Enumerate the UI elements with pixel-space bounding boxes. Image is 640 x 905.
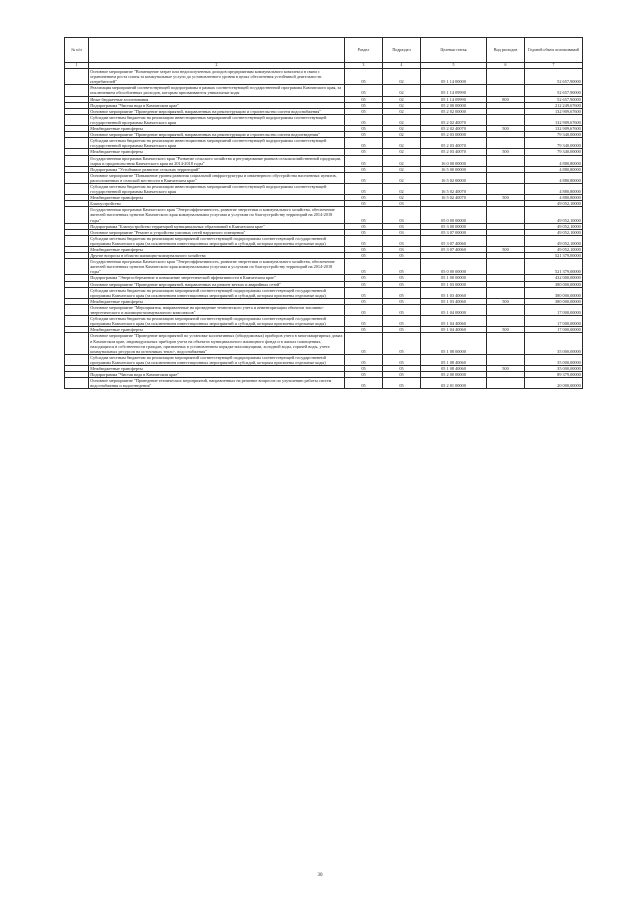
amount-cell: 35 000,00000 [525, 365, 583, 371]
header-expense-type: Вид расходов [487, 38, 525, 63]
podrazdel-cell: 05 [383, 354, 421, 365]
row-name-cell: Основное мероприятие "Проведение мероприятий, направленных на ремонт ветхих и аварийных сетей" [89, 281, 345, 287]
amount-cell: 49 052,10000 [525, 223, 583, 229]
podrazdel-cell: 05 [383, 304, 421, 315]
razdel-cell: 05 [345, 333, 383, 354]
expense-type-cell [487, 183, 525, 194]
header-razdel: Раздел [345, 38, 383, 63]
amount-cell: 132 909,67600 [525, 114, 583, 125]
podrazdel-cell: 03 [383, 235, 421, 246]
razdel-cell: 05 [345, 298, 383, 304]
expense-type-cell [487, 207, 525, 223]
row-name-cell: Иные бюджетные ассигнования [89, 96, 345, 102]
razdel-cell: 05 [345, 365, 383, 371]
row-number-cell [65, 354, 89, 365]
podrazdel-cell: 02 [383, 195, 421, 201]
target-article-cell: 05 0 00 00000 [421, 207, 487, 223]
target-article-cell: 05 1 14 09990 [421, 85, 487, 96]
row-name-cell: Основное мероприятие "Мероприятия, направленные на проведение технического учета и инвентаризации объектов топливно-энергетического и жилищно-коммунального комплексов" [89, 304, 345, 315]
podrazdel-cell: 02 [383, 102, 421, 108]
razdel-cell: 05 [345, 85, 383, 96]
amount-cell: 35 000,00000 [525, 333, 583, 354]
target-article-cell: 05 1 14 09990 [421, 96, 487, 102]
expense-type-cell [487, 85, 525, 96]
row-number-cell [65, 259, 89, 275]
target-article-cell: 16 5 02 40070 [421, 183, 487, 194]
target-article-cell: 16 5 02 00000 [421, 172, 487, 183]
podrazdel-cell: 02 [383, 166, 421, 172]
amount-cell: 380 000,00000 [525, 298, 583, 304]
target-article-cell: 16 5 02 40070 [421, 195, 487, 201]
expense-type-cell: 500 [487, 327, 525, 333]
razdel-cell: 05 [345, 172, 383, 183]
razdel-cell: 05 [345, 195, 383, 201]
amount-cell: 521 379,00000 [525, 259, 583, 275]
row-name-cell: Государственная программа Камчатского края "Энергоэффективность, развитие энергетики и коммунального хозяйства, обеспечение жителей населенных пунктов Камчатского края коммунальными услугами и услугами по благоустройству территорий на 2014-2018 годы" [89, 259, 345, 275]
podrazdel-cell: 05 [383, 275, 421, 281]
target-article-cell: 05 1 03 40060 [421, 298, 487, 304]
amount-cell: 49 052,10000 [525, 247, 583, 253]
row-name-cell: Основное мероприятие "Проведение мероприятий, направленных на реконструкцию и строительство систем водоотведения" [89, 132, 345, 138]
target-article-cell: 05 2 02 40070 [421, 114, 487, 125]
razdel-cell: 05 [345, 304, 383, 315]
razdel-cell: 05 [345, 247, 383, 253]
expense-type-cell [487, 138, 525, 149]
target-article-cell: 05 1 00 00000 [421, 275, 487, 281]
amount-cell: 49 052,10000 [525, 207, 583, 223]
expense-type-cell [487, 316, 525, 327]
target-article-cell: 05 0 00 00000 [421, 259, 487, 275]
amount-cell: 4 880,80000 [525, 172, 583, 183]
target-article-cell: 05 1 04 40060 [421, 327, 487, 333]
expense-type-cell [487, 69, 525, 85]
row-name-cell: Подпрограмма "Устойчивое развитие сельских территорий" [89, 166, 345, 172]
amount-cell: 132 909,67600 [525, 126, 583, 132]
header-name [89, 38, 345, 63]
expense-type-cell: 800 [487, 96, 525, 102]
razdel-cell: 05 [345, 96, 383, 102]
podrazdel-cell: 05 [383, 365, 421, 371]
column-number: 2 [89, 63, 345, 69]
expense-type-cell [487, 114, 525, 125]
podrazdel-cell: 05 [383, 333, 421, 354]
razdel-cell: 05 [345, 327, 383, 333]
target-article-cell: 05 1 14 00000 [421, 69, 487, 85]
podrazdel-cell: 02 [383, 85, 421, 96]
expense-type-cell: 500 [487, 149, 525, 155]
razdel-cell: 05 [345, 287, 383, 298]
row-name-cell: Основное мероприятие "Проведение технических мероприятий, направленных на решение вопросов по улучшению работы систем водоснабжения и водоотведения" [89, 378, 345, 389]
amount-cell: 79 340,00000 [525, 132, 583, 138]
table-row [65, 316, 583, 327]
target-article-cell: 05 2 02 00000 [421, 108, 487, 114]
target-article-cell: 05 1 03 00000 [421, 281, 487, 287]
razdel-cell: 05 [345, 149, 383, 155]
column-number: 3 [345, 63, 383, 69]
podrazdel-cell: 05 [383, 327, 421, 333]
header-annual-amount: Годовой объем ассигнований [525, 38, 583, 63]
table-row [65, 155, 583, 166]
row-number-cell [65, 316, 89, 327]
target-article-cell: 05 1 04 00000 [421, 304, 487, 315]
row-name-cell: Основное мероприятие "Повышение уровня развития социальной инфраструктуры и инженерного обустройства населенных пунктов, расположенных в сельской местности в Камчатском крае" [89, 172, 345, 183]
row-name-cell: Подпрограмма "Чистая вода в Камчатском крае" [89, 372, 345, 378]
table-row [65, 114, 583, 125]
razdel-cell: 05 [345, 259, 383, 275]
expense-type-cell [487, 155, 525, 166]
podrazdel-cell: 03 [383, 201, 421, 207]
podrazdel-cell: 02 [383, 108, 421, 114]
target-article-cell: 05 1 08 40060 [421, 354, 487, 365]
razdel-cell: 05 [345, 183, 383, 194]
column-number: 5 [421, 63, 487, 69]
column-number: 1 [65, 63, 89, 69]
row-name-cell: Субсидии местным бюджетам на реализацию мероприятий соответствующей подпрограммы соответствующей государственной программы Камчатского края (за исключением инвестиционных мероприятий и субсидий, которым присвоены отдельные коды) [89, 316, 345, 327]
amount-cell: 132 909,67600 [525, 108, 583, 114]
podrazdel-cell: 02 [383, 149, 421, 155]
target-article-cell: 05 2 00 00000 [421, 102, 487, 108]
row-name-cell: Другие вопросы в области жилищно-коммунального хозяйства [89, 253, 345, 259]
table-row [65, 85, 583, 96]
row-number-cell [65, 138, 89, 149]
target-article-cell: 05 2 00 00000 [421, 372, 487, 378]
row-number-cell [65, 114, 89, 125]
column-number: 4 [383, 63, 421, 69]
razdel-cell: 05 [345, 166, 383, 172]
row-name-cell: Межбюджетные трансферты [89, 247, 345, 253]
podrazdel-cell: 02 [383, 183, 421, 194]
podrazdel-cell: 02 [383, 114, 421, 125]
header-row [65, 38, 583, 63]
header-no: № п/п [65, 38, 89, 63]
razdel-cell: 05 [345, 223, 383, 229]
razdel-cell: 05 [345, 201, 383, 207]
podrazdel-cell: 03 [383, 207, 421, 223]
row-name-cell: Межбюджетные трансферты [89, 195, 345, 201]
podrazdel-cell: 02 [383, 126, 421, 132]
row-name-cell: Подпрограмма "Энергосбережение и повышение энергетической эффективности в Камчатском крае" [89, 275, 345, 281]
target-article-cell: 05 1 08 00000 [421, 333, 487, 354]
amount-cell: 432 000,00000 [525, 275, 583, 281]
amount-cell: 4 880,80000 [525, 155, 583, 166]
column-number: 6 [487, 63, 525, 69]
podrazdel-cell: 03 [383, 223, 421, 229]
razdel-cell: 05 [345, 108, 383, 114]
row-name-cell: Реализация мероприятий соответствующей подпрограммы в рамках соответствующей государственной программы Камчатского края, за исключением обособленных расходов, которым присваиваются уникальные коды [89, 85, 345, 96]
table-row [65, 69, 583, 85]
podrazdel-cell: 05 [383, 372, 421, 378]
row-number-cell [65, 287, 89, 298]
amount-cell: 35 000,00000 [525, 354, 583, 365]
table-row [65, 183, 583, 194]
amount-cell: 79 340,00000 [525, 149, 583, 155]
table-row [65, 333, 583, 354]
amount-cell: 79 340,00000 [525, 138, 583, 149]
expense-type-cell [487, 259, 525, 275]
header-podrazdel: Подраздел [383, 38, 421, 63]
row-name-cell: Благоустройство [89, 201, 345, 207]
row-name-cell: Субсидии местным бюджетам на реализацию инвестиционных мероприятий соответствующей подпрограммы соответствующей государственной программы Камчатского края [89, 138, 345, 149]
amount-cell: 49 052,10000 [525, 201, 583, 207]
target-article-cell: 05 3 00 00000 [421, 223, 487, 229]
podrazdel-cell: 05 [383, 298, 421, 304]
table-row [65, 304, 583, 315]
amount-cell: 380 000,00000 [525, 281, 583, 287]
expense-type-cell: 500 [487, 365, 525, 371]
target-article-cell: 05 3 07 40060 [421, 235, 487, 246]
podrazdel-cell: 05 [383, 378, 421, 389]
amount-cell: 52 657,90000 [525, 96, 583, 102]
amount-cell: 89 379,00000 [525, 372, 583, 378]
expense-type-cell [487, 235, 525, 246]
expense-type-cell: 500 [487, 195, 525, 201]
amount-cell: 4 880,80000 [525, 195, 583, 201]
row-number-cell [65, 378, 89, 389]
target-article-cell: 05 3 07 40060 [421, 247, 487, 253]
budget-table [64, 37, 583, 389]
razdel-cell: 05 [345, 281, 383, 287]
amount-cell: 4 880,80000 [525, 166, 583, 172]
row-number-cell [65, 69, 89, 85]
podrazdel-cell: 02 [383, 172, 421, 183]
podrazdel-cell: 02 [383, 96, 421, 102]
amount-cell: 521 379,00000 [525, 253, 583, 259]
row-number-cell [65, 183, 89, 194]
target-article-cell: 05 1 03 40060 [421, 287, 487, 298]
row-name-cell: Межбюджетные трансферты [89, 327, 345, 333]
row-number-cell [65, 172, 89, 183]
target-article-cell: 05 2 03 40070 [421, 149, 487, 155]
expense-type-cell [487, 287, 525, 298]
row-name-cell: Государственная программа Камчатского края "Развитие сельского хозяйства и регулирование рынков сельскохозяйственной продукции, сырья и продовольствия Камчатского края на 2014-2018 годы" [89, 155, 345, 166]
expense-type-cell [487, 304, 525, 315]
row-name-cell: Субсидии местным бюджетам на реализацию мероприятий соответствующей подпрограммы соответствующей государственной программы Камчатского края (за исключением инвестиционных мероприятий и субсидий, которым присвоены отдельные коды) [89, 287, 345, 298]
podrazdel-cell: 03 [383, 247, 421, 253]
row-number-cell [65, 207, 89, 223]
razdel-cell: 05 [345, 316, 383, 327]
target-article-cell: 16 5 00 00000 [421, 166, 487, 172]
podrazdel-cell: 02 [383, 132, 421, 138]
row-name-cell: Межбюджетные трансферты [89, 298, 345, 304]
expense-type-cell [487, 333, 525, 354]
expense-type-cell: 500 [487, 298, 525, 304]
row-name-cell: Подпрограмма "Благоустройство территорий муниципальных образований в Камчатском крае" [89, 223, 345, 229]
razdel-cell: 05 [345, 114, 383, 125]
amount-cell: 49 052,10000 [525, 235, 583, 246]
target-article-cell: 05 2 01 00000 [421, 378, 487, 389]
row-name-cell: Государственная программа Камчатского края "Энергоэффективность, развитие энергетики и коммунального хозяйства, обеспечение жителей населенных пунктов Камчатского края коммунальными услугами и услугами по благоустройству территорий на 2014-2018 годы" [89, 207, 345, 223]
razdel-cell: 05 [345, 126, 383, 132]
podrazdel-cell: 02 [383, 138, 421, 149]
razdel-cell: 05 [345, 275, 383, 281]
amount-cell: 17 000,00000 [525, 304, 583, 315]
amount-cell: 212 249,67600 [525, 102, 583, 108]
amount-cell: 4 880,80000 [525, 183, 583, 194]
row-name-cell: Основное мероприятие "Ремонт и устройство уличных сетей наружного освещения" [89, 229, 345, 235]
amount-cell: 17 000,00000 [525, 316, 583, 327]
amount-cell: 52 657,90000 [525, 69, 583, 85]
podrazdel-cell: 05 [383, 259, 421, 275]
table-header [65, 38, 583, 69]
podrazdel-cell: 05 [383, 287, 421, 298]
table-row [65, 207, 583, 223]
target-article-cell: 05 2 02 40070 [421, 126, 487, 132]
podrazdel-cell: 05 [383, 316, 421, 327]
razdel-cell: 05 [345, 138, 383, 149]
table-row [65, 172, 583, 183]
amount-cell: 20 000,00000 [525, 378, 583, 389]
table-row [65, 378, 583, 389]
row-name-cell: Основное мероприятие "Проведение мероприятий, направленных на реконструкцию и строительство систем водоснабжения" [89, 108, 345, 114]
row-number-cell [65, 333, 89, 354]
row-name-cell: Подпрограмма "Чистая вода в Камчатском крае" [89, 102, 345, 108]
razdel-cell: 05 [345, 229, 383, 235]
table-row [65, 138, 583, 149]
target-article-cell: 05 3 07 00000 [421, 229, 487, 235]
amount-cell: 52 657,90000 [525, 85, 583, 96]
target-article-cell: 05 2 03 40070 [421, 138, 487, 149]
razdel-cell: 05 [345, 235, 383, 246]
row-name-cell: Межбюджетные трансферты [89, 149, 345, 155]
razdel-cell: 05 [345, 378, 383, 389]
razdel-cell: 05 [345, 102, 383, 108]
expense-type-cell [487, 378, 525, 389]
row-name-cell: Основное мероприятие "Возмещение затрат или недополученных доходов предприятиям коммунального комплекса в связи с ограничением роста платы за коммунальные услуги до установленного уровня в целях обеспечения устойчивой деятельности потребителей" [89, 69, 345, 85]
expense-type-cell: 500 [487, 247, 525, 253]
column-number: 7 [525, 63, 583, 69]
amount-cell: 49 052,10000 [525, 229, 583, 235]
row-name-cell: Субсидии местным бюджетам на реализацию мероприятий соответствующей подпрограммы соответствующей государственной программы Камчатского края (за исключением инвестиционных мероприятий и субсидий, которым присвоены отдельные коды) [89, 354, 345, 365]
row-number-cell [65, 155, 89, 166]
amount-cell: 380 000,00000 [525, 287, 583, 298]
table-row [65, 354, 583, 365]
target-article-cell: 05 2 03 00000 [421, 132, 487, 138]
row-number-cell [65, 235, 89, 246]
razdel-cell: 05 [345, 132, 383, 138]
row-name-cell: Субсидии местным бюджетам на реализацию инвестиционных мероприятий соответствующей подпрограммы соответствующей государственной программы Камчатского края [89, 114, 345, 125]
razdel-cell: 05 [345, 207, 383, 223]
podrazdel-cell: 02 [383, 155, 421, 166]
table-row [65, 259, 583, 275]
table-body [65, 69, 583, 389]
razdel-cell: 05 [345, 253, 383, 259]
razdel-cell: 05 [345, 372, 383, 378]
table-row [65, 287, 583, 298]
podrazdel-cell: 05 [383, 253, 421, 259]
target-article-cell: 05 1 08 40060 [421, 365, 487, 371]
podrazdel-cell: 03 [383, 229, 421, 235]
row-name-cell: Основное мероприятие "Проведение мероприятий по установке коллективных (общедомовых) приборов учета в многоквартирных домах в Камчатском крае, индивидуальных приборов учета на объектах муниципального жилищного фонда и в жилых помещениях, находящихся в собственности граждан, признанных в установленном порядке малоимущими, холодной воды, горячей воды, учета коммунальных ресурсов на источниках тепло-, водоснабжения" [90, 333, 343, 354]
razdel-cell: 05 [345, 155, 383, 166]
row-name-cell: Субсидии местным бюджетам на реализацию мероприятий соответствующей подпрограммы соответствующей государственной программы Камчатского края (за исключением инвестиционных мероприятий и субсидий, которым присвоены отдельные коды) [89, 235, 345, 246]
expense-type-cell [487, 354, 525, 365]
target-article-cell: 05 1 04 40060 [421, 316, 487, 327]
row-name-cell: Межбюджетные трансферты [89, 126, 345, 132]
header-target-article: Целевая статья [421, 38, 487, 63]
expense-type-cell: 500 [487, 126, 525, 132]
podrazdel-cell: 02 [383, 69, 421, 85]
amount-cell: 17 000,00000 [525, 327, 583, 333]
target-article-cell: 16 0 00 00000 [421, 155, 487, 166]
expense-type-cell [487, 172, 525, 183]
table-row [65, 235, 583, 246]
row-number-cell [65, 85, 89, 96]
row-number-cell [65, 304, 89, 315]
page-number: 30 [317, 873, 323, 878]
razdel-cell: 05 [345, 354, 383, 365]
row-name-cell: Межбюджетные трансферты [89, 365, 345, 371]
podrazdel-cell: 05 [383, 281, 421, 287]
razdel-cell: 05 [345, 69, 383, 85]
row-name-cell: Субсидии местным бюджетам на реализацию инвестиционных мероприятий соответствующей подпрограммы соответствующей государственной программы Камчатского края [89, 183, 345, 194]
